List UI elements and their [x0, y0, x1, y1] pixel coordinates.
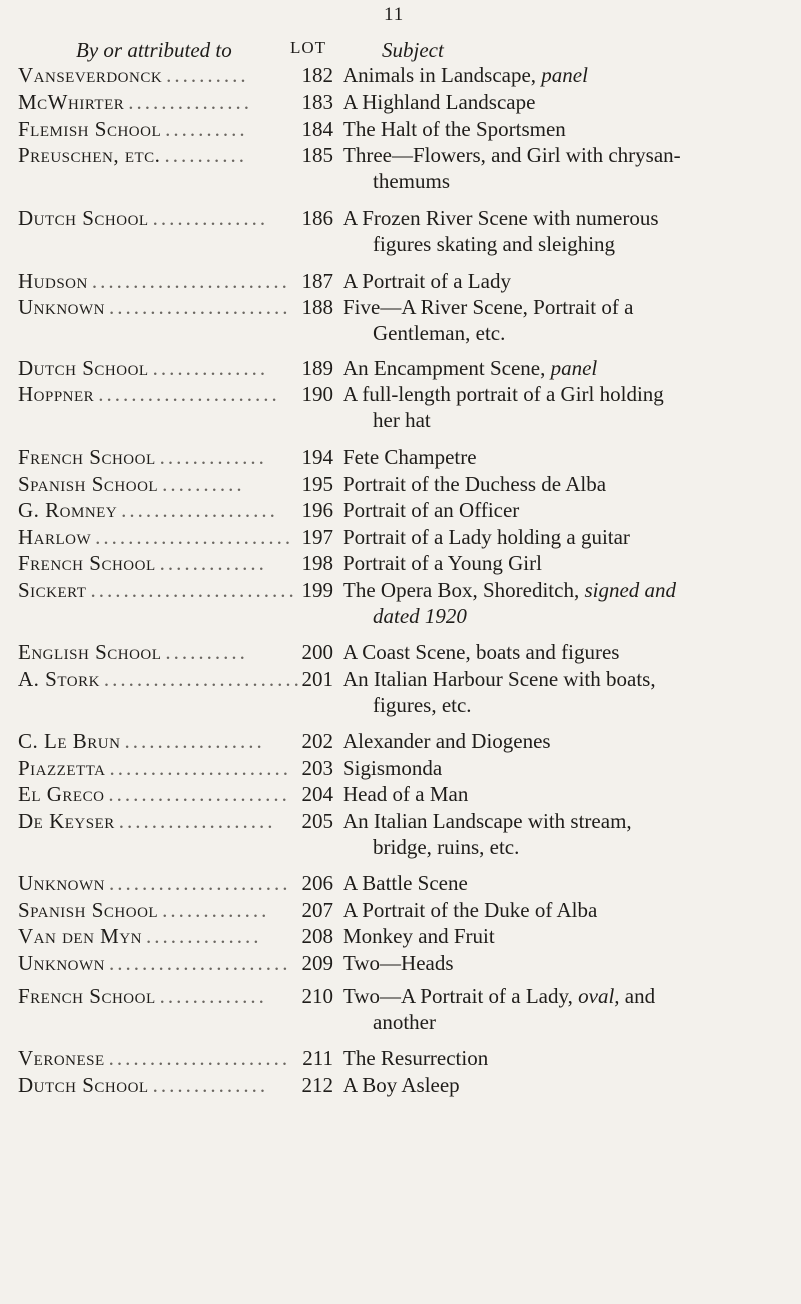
leader-dots: ...................... [108, 782, 290, 806]
lot-number: 206 [301, 871, 333, 895]
artist-name [18, 577, 297, 603]
lot-number: 209 [301, 951, 333, 975]
subject-inline-cont: and [619, 984, 656, 1008]
subject-text [343, 808, 783, 860]
artist-label: Hoppner [18, 382, 98, 406]
lot-number: 205 [301, 809, 333, 833]
artist-label: Sickert [18, 578, 90, 602]
lot-number: 210 [301, 984, 333, 1008]
leader-dots: .............. [146, 924, 262, 948]
leader-dots: .......... [166, 63, 249, 87]
subject-text [343, 294, 783, 346]
subject-continuation: figures skating and sleighing [373, 232, 616, 256]
subject-text [343, 728, 783, 754]
leader-dots: ...................... [109, 756, 291, 780]
artist-label: French School [18, 445, 160, 469]
artist-label: Hudson [18, 269, 92, 293]
subject-main: Portrait of a Lady holding a guitar [343, 525, 630, 549]
subject-text [343, 497, 783, 523]
subject-main: Three—Flowers, and Girl with chrysan- [343, 143, 681, 167]
artist-name [18, 142, 276, 168]
subject-main: Monkey and Fruit [343, 924, 495, 948]
artist-name [18, 471, 276, 497]
leader-dots: ...................... [109, 295, 291, 319]
artist-label: French School [18, 551, 160, 575]
subject-main: Portrait of an Officer [343, 498, 520, 522]
subject-continuation: bridge, ruins, etc. [373, 835, 520, 859]
artist-name [18, 116, 276, 142]
artist-label: Van den Myn [18, 924, 146, 948]
lot-number: 196 [301, 498, 333, 522]
leader-dots: ................. [124, 729, 265, 753]
artist-name [18, 205, 276, 231]
subject-main: A Portrait of the Duke of Alba [343, 898, 598, 922]
subject-main: A Frozen River Scene with numerous [343, 206, 659, 230]
leader-dots: .......... [165, 117, 248, 141]
subject-main: An Encampment Scene, [343, 356, 551, 380]
artist-name [18, 923, 276, 949]
leader-dots: ........................ [95, 525, 294, 549]
artist-name [18, 294, 291, 320]
subject-main: Sigismonda [343, 756, 443, 780]
artist-name [18, 550, 276, 576]
subject-continuation: dated 1920 [373, 604, 467, 628]
subject-text [343, 89, 783, 115]
artist-label: Vanseverdonck [18, 63, 166, 87]
leader-dots: ............... [128, 90, 253, 114]
leader-dots: .............. [152, 1073, 269, 1097]
subject-text [343, 781, 783, 807]
lot-number: 211 [302, 1046, 333, 1070]
subject-text [343, 116, 783, 142]
lot-number: 195 [301, 472, 333, 496]
artist-name [18, 808, 276, 834]
artist-label: Unknown [18, 295, 109, 319]
subject-continuation: her hat [373, 408, 431, 432]
subject-text [343, 444, 783, 470]
subject-main: Head of a Man [343, 782, 469, 806]
artist-name [18, 355, 276, 381]
artist-label: Piazzetta [18, 756, 109, 780]
subject-text [343, 142, 783, 194]
artist-label: McWhirter [18, 90, 128, 114]
subject-italic: oval, [578, 984, 620, 1008]
subject-text [343, 870, 783, 896]
lot-number: 190 [301, 382, 333, 406]
subject-main: A full-length portrait of a Girl holding [343, 382, 664, 406]
lot-number: 199 [301, 578, 333, 602]
subject-text [343, 897, 783, 923]
artist-label: Dutch School [18, 1073, 153, 1097]
subject-main: A Highland Landscape [343, 90, 536, 114]
artist-name [18, 728, 276, 754]
subject-main: Portrait of the Duchess de Alba [343, 472, 607, 496]
leader-dots: .......... [162, 472, 245, 496]
leader-dots: ........................ [91, 269, 290, 293]
subject-main: Five—A River Scene, Portrait of a [343, 295, 634, 319]
subject-continuation: figures, etc. [373, 693, 472, 717]
header-attribution: By or attributed to [76, 38, 232, 62]
lot-number: 198 [301, 551, 333, 575]
leader-dots: ............. [162, 898, 270, 922]
subject-text [343, 471, 783, 497]
leader-dots: ...................... [109, 951, 291, 975]
subject-continuation: themums [373, 169, 450, 193]
artist-name [18, 950, 291, 976]
leader-dots: ................... [118, 809, 276, 833]
subject-text [343, 550, 783, 576]
artist-name [18, 444, 276, 470]
subject-text [343, 755, 783, 781]
subject-main: An Italian Landscape with stream, [343, 809, 632, 833]
lot-number: 204 [301, 782, 333, 806]
subject-main: Portrait of a Young Girl [343, 551, 542, 575]
subject-main: A Portrait of a Lady [343, 269, 511, 293]
subject-text [343, 666, 783, 718]
artist-name [18, 897, 276, 923]
artist-label: Spanish School [18, 472, 162, 496]
subject-main: Two—Heads [343, 951, 454, 975]
artist-label: De Keyser [18, 809, 119, 833]
artist-label: French School [18, 984, 160, 1008]
leader-dots: .............. [152, 206, 269, 230]
lot-number: 212 [301, 1073, 333, 1097]
subject-text [343, 923, 783, 949]
leader-dots: .......... [165, 640, 248, 664]
artist-name [18, 666, 302, 692]
artist-name [18, 524, 294, 550]
subject-italic: panel [541, 63, 588, 87]
subject-continuation: another [373, 1010, 436, 1034]
leader-dots: ............. [159, 445, 267, 469]
artist-name [18, 1072, 276, 1098]
leader-dots: ......................... [90, 578, 297, 602]
artist-label: Unknown [18, 951, 109, 975]
leader-dots: .......... [164, 143, 247, 167]
artist-label: Flemish School [18, 117, 165, 141]
lot-number: 183 [301, 90, 333, 114]
subject-text [343, 950, 783, 976]
subject-text [343, 205, 783, 257]
lot-number: 200 [301, 640, 333, 664]
lot-number: 188 [301, 295, 333, 319]
subject-main: The Opera Box, Shoreditch, [343, 578, 585, 602]
header-lot: LOT [290, 38, 327, 57]
subject-text [343, 1072, 783, 1098]
page-number: 11 [384, 4, 405, 25]
artist-label: Dutch School [18, 356, 153, 380]
subject-text [343, 577, 783, 629]
lot-number: 187 [301, 269, 333, 293]
leader-dots: .............. [152, 356, 269, 380]
subject-main: Alexander and Diogenes [343, 729, 551, 753]
leader-dots: ...................... [108, 1046, 291, 1070]
artist-name [18, 870, 291, 896]
artist-label: A. Stork [18, 667, 104, 691]
artist-label: G. Romney [18, 498, 121, 522]
artist-name [18, 755, 291, 781]
artist-name [18, 497, 276, 523]
artist-label: Dutch School [18, 206, 153, 230]
leader-dots: ............. [159, 551, 267, 575]
subject-main: The Resurrection [343, 1046, 489, 1070]
lot-number: 194 [301, 445, 333, 469]
lot-number: 185 [301, 143, 333, 167]
lot-number: 182 [301, 63, 333, 87]
subject-text [343, 381, 783, 433]
lot-number: 197 [301, 525, 333, 549]
subject-main: The Halt of the Sportsmen [343, 117, 566, 141]
header-subject: Subject [382, 38, 444, 62]
lot-number: 184 [301, 117, 333, 141]
subject-italic: panel [550, 356, 598, 380]
artist-name [18, 62, 276, 88]
subject-text [343, 268, 783, 294]
leader-dots: ...................... [98, 382, 280, 406]
subject-main: A Battle Scene [343, 871, 468, 895]
subject-text [343, 62, 783, 88]
artist-label: Preuschen, etc. [18, 143, 164, 167]
leader-dots: ................... [121, 498, 278, 522]
subject-text [343, 639, 783, 665]
lot-number: 207 [301, 898, 333, 922]
subject-continuation: Gentleman, etc. [373, 321, 506, 345]
leader-dots: ........................ [103, 667, 302, 691]
artist-label: El Greco [18, 782, 108, 806]
artist-label: English School [18, 640, 165, 664]
subject-main: Animals in Landscape, [343, 63, 542, 87]
artist-name [18, 381, 280, 407]
artist-label: Veronese [18, 1046, 109, 1070]
subject-text [343, 983, 783, 1035]
subject-text [343, 1045, 783, 1071]
artist-name [18, 1045, 291, 1071]
lot-number: 202 [301, 729, 333, 753]
lot-number: 203 [301, 756, 333, 780]
lot-number: 186 [301, 206, 333, 230]
subject-text [343, 355, 783, 381]
artist-label: Spanish School [18, 898, 162, 922]
artist-label: Unknown [18, 871, 109, 895]
artist-name [18, 639, 276, 665]
lot-number: 189 [301, 356, 333, 380]
lot-number: 201 [301, 667, 333, 691]
subject-main: Fete Champetre [343, 445, 477, 469]
subject-main: Two—A Portrait of a Lady, [343, 984, 579, 1008]
artist-label: Harlow [18, 525, 95, 549]
lot-number: 208 [301, 924, 333, 948]
artist-name [18, 268, 290, 294]
leader-dots: ...................... [109, 871, 291, 895]
subject-main: A Boy Asleep [343, 1073, 460, 1097]
artist-name [18, 781, 290, 807]
artist-name [18, 983, 276, 1009]
subject-main: A Coast Scene, boats and figures [343, 640, 620, 664]
artist-label: C. Le Brun [18, 729, 124, 753]
leader-dots: ............. [159, 984, 267, 1008]
subject-italic: signed and [584, 578, 677, 602]
subject-main: An Italian Harbour Scene with boats, [343, 667, 656, 691]
subject-text [343, 524, 783, 550]
artist-name [18, 89, 276, 115]
